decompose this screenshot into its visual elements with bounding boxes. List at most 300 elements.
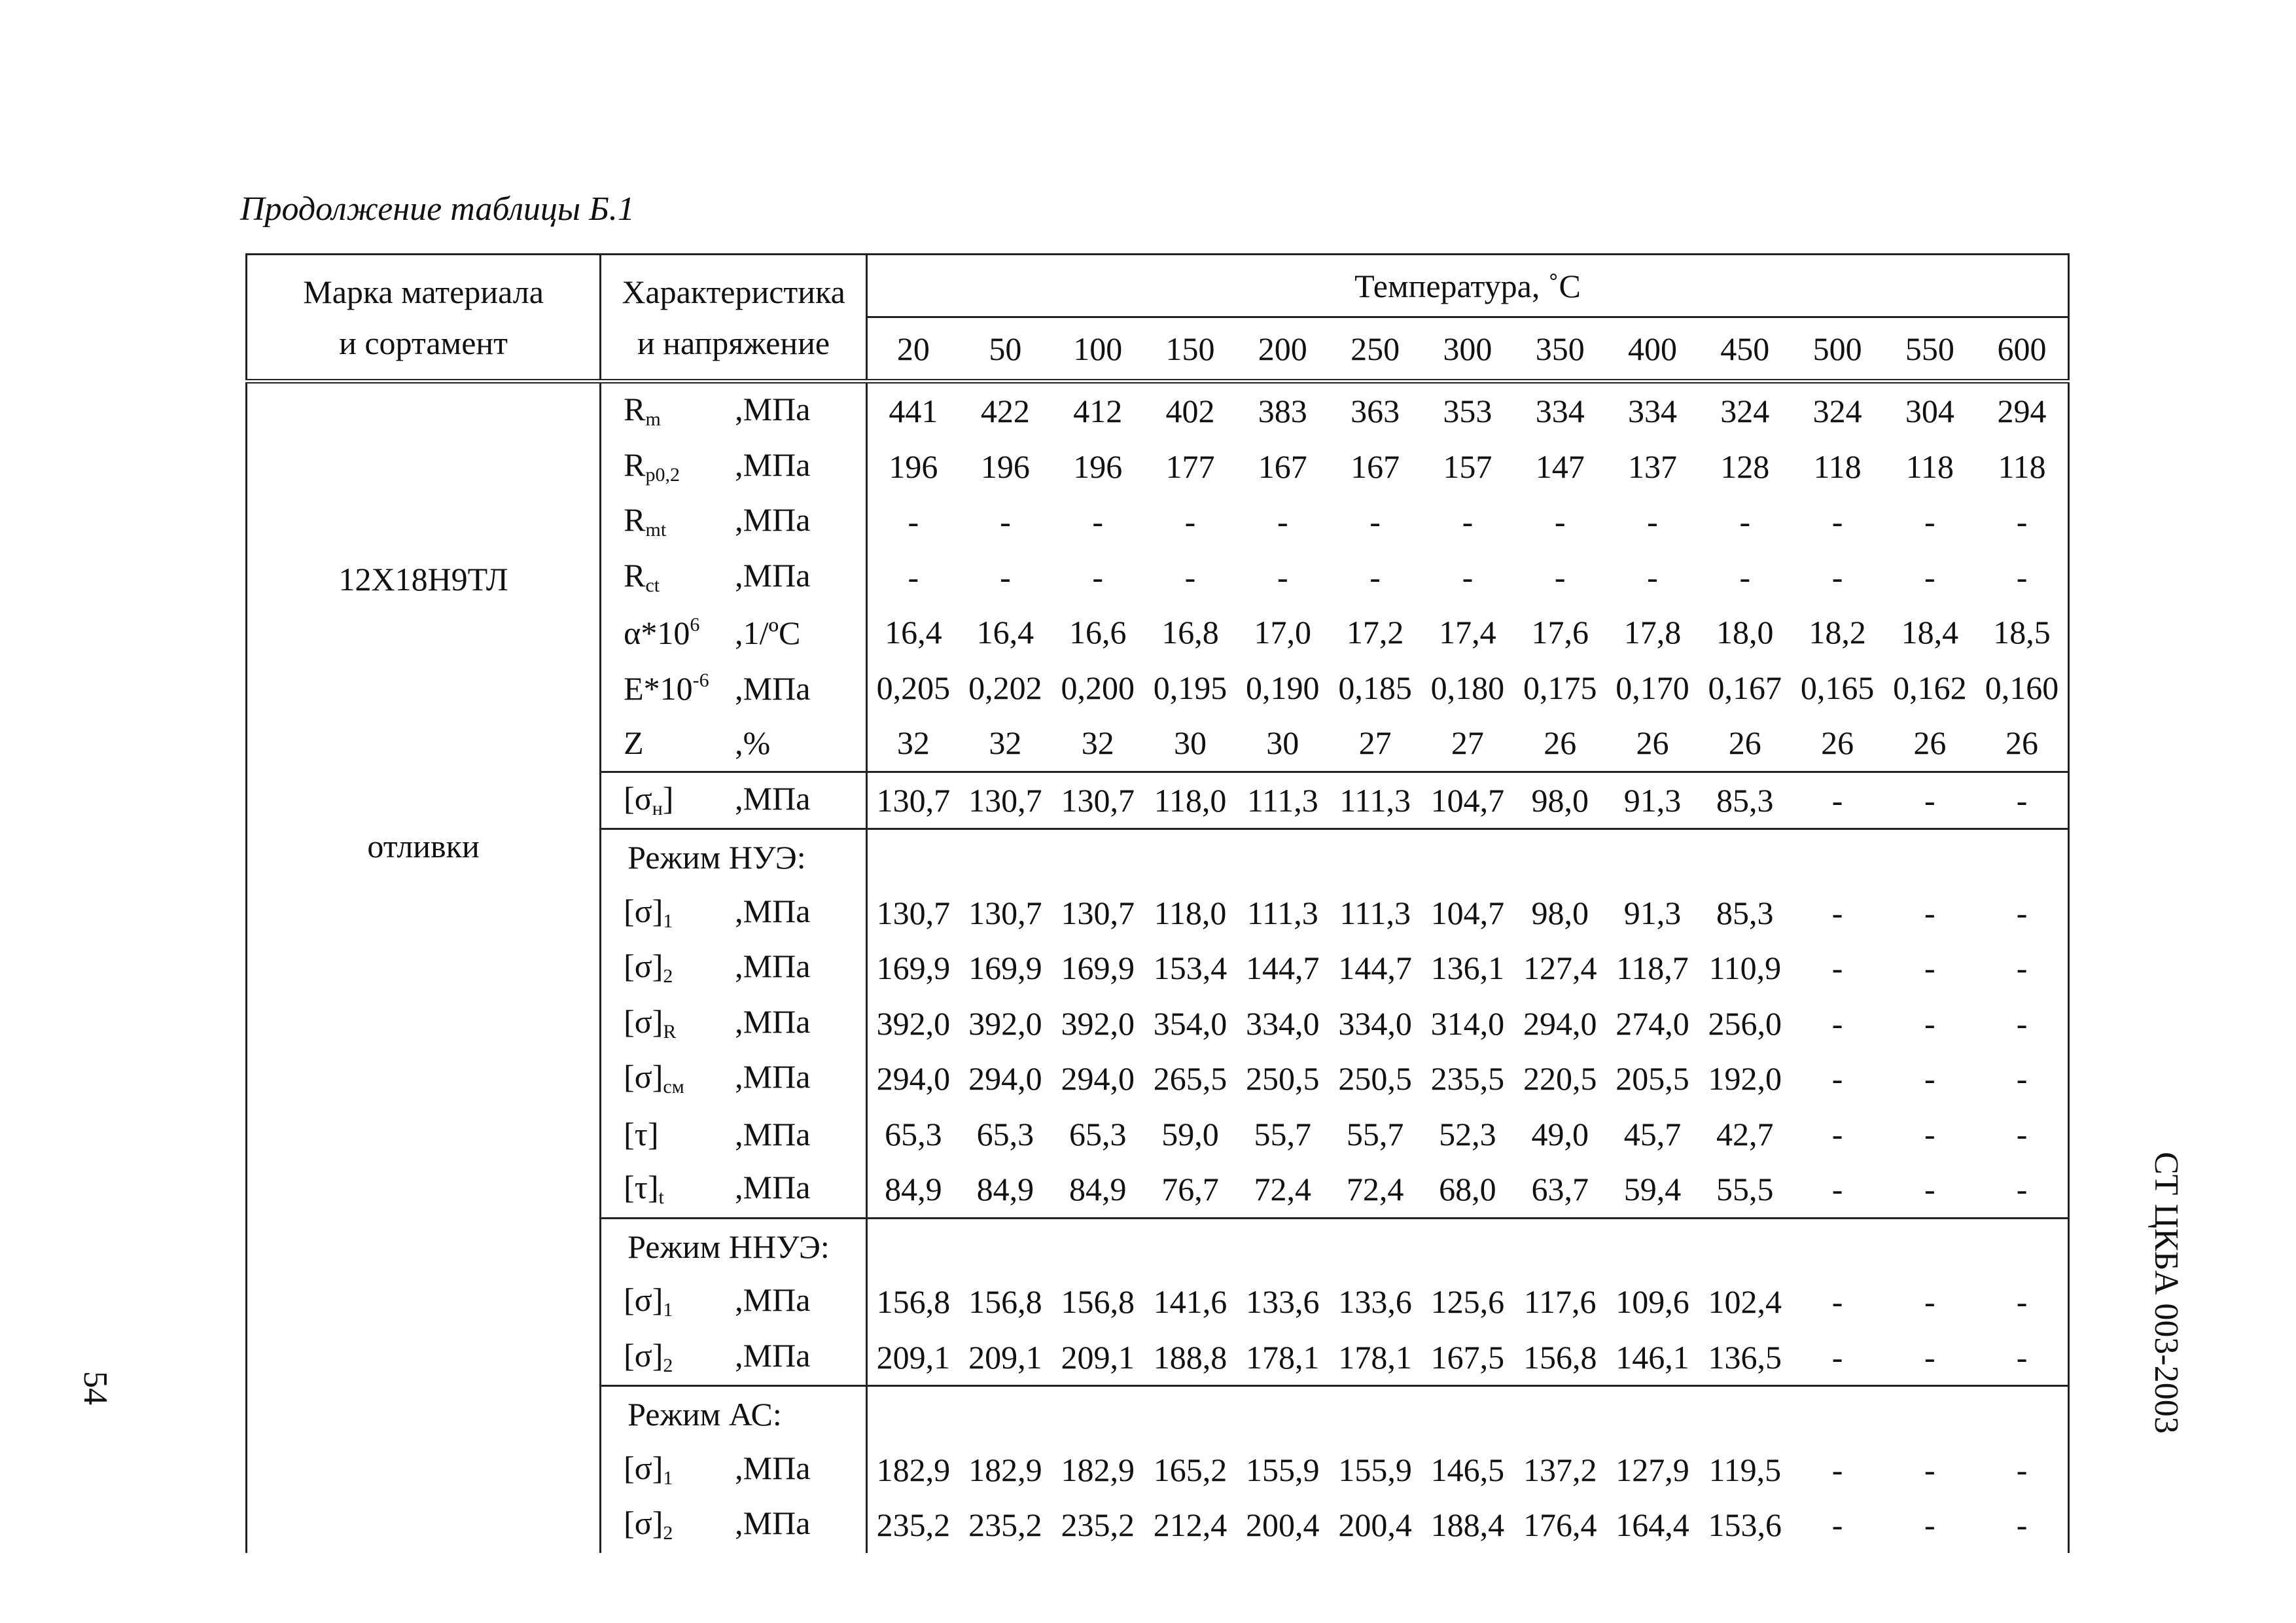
value-cell: 304 [1884, 382, 1976, 439]
value-cell: - [1976, 550, 2068, 605]
value-cell: - [1831, 1451, 1843, 1488]
symbol-base: [σ] [624, 1281, 663, 1319]
empty-cell [1791, 1386, 1883, 1442]
value-cell: 0,170 [1616, 669, 1689, 706]
symbol-subscript: mt [645, 519, 667, 541]
value-cell: 118,7 [1616, 950, 1689, 987]
value-cell: - [1831, 1060, 1843, 1097]
characteristic-symbol [624, 1336, 735, 1376]
value-cell: 0,205 [876, 669, 951, 706]
symbol-close: ] [662, 779, 674, 817]
value-cell: - [1976, 1051, 2068, 1107]
characteristic-symbol [624, 556, 735, 596]
value-cell: - [1831, 1338, 1843, 1376]
empty-cell [959, 1386, 1051, 1442]
characteristic-cell [601, 1107, 867, 1162]
value-cell: 104,7 [1421, 772, 1513, 829]
empty-cell [1884, 1386, 1976, 1442]
value-cell: 235,2 [876, 1507, 951, 1544]
value-cell: 32 [1081, 724, 1114, 762]
symbol-subscript: 1 [663, 910, 673, 932]
characteristic-cell [601, 996, 867, 1052]
temperature-header-cell: 600 [1976, 317, 2068, 382]
value-cell: 111,3 [1339, 894, 1411, 931]
characteristic-unit: ,МПа [735, 1449, 811, 1486]
value-cell: 65,3 [1069, 1115, 1127, 1152]
symbol-subscript: R [663, 1020, 677, 1043]
value-cell: 111,3 [1329, 772, 1421, 829]
symbol-subscript: t [658, 1186, 664, 1209]
value-cell: 196 [980, 448, 1030, 485]
characteristic-symbol [624, 1507, 735, 1543]
value-cell: 144,7 [1338, 950, 1412, 987]
value-cell: - [1976, 494, 2068, 550]
symbol-subscript: см [663, 1076, 684, 1098]
value-cell: - [1831, 1115, 1843, 1152]
value-cell: 26 [1636, 724, 1669, 762]
characteristic-unit: ,МПа [735, 948, 811, 985]
characteristic-cell [601, 885, 867, 941]
value-cell: - [1976, 1274, 2068, 1330]
value-cell: 17,8 [1623, 614, 1682, 651]
value-cell: - [1924, 1338, 1935, 1376]
value-cell: 155,9 [1338, 1451, 1412, 1488]
empty-cell [959, 829, 1051, 885]
value-cell: 182,9 [968, 1451, 1042, 1488]
value-cell: 125,6 [1430, 1283, 1505, 1321]
empty-cell [1144, 1386, 1236, 1442]
value-cell: 209,1 [876, 1338, 951, 1376]
characteristic-cell [601, 1162, 867, 1218]
value-cell: 294,0 [968, 1060, 1042, 1097]
value-cell: - [1924, 1507, 1935, 1544]
value-cell: 72,4 [1346, 1171, 1404, 1208]
symbol-base: [σ] [624, 892, 663, 929]
value-cell: 196 [889, 448, 938, 485]
characteristic-cell [601, 772, 867, 829]
empty-cell [1237, 829, 1329, 885]
value-cell: - [1277, 503, 1288, 541]
characteristic-unit: ,МПа [735, 1169, 811, 1206]
characteristic-unit: ,МПа [735, 1003, 811, 1040]
value-cell: 155,9 [1246, 1451, 1320, 1488]
empty-cell [1976, 1386, 2068, 1442]
value-cell: 324 [1699, 382, 1791, 439]
value-cell: 274,0 [1616, 1005, 1689, 1042]
characteristic-symbol [624, 1060, 735, 1097]
characteristic-unit: ,МПа [735, 779, 811, 817]
value-cell: 209,1 [1061, 1338, 1135, 1376]
empty-cell [1884, 1218, 1976, 1274]
symbol-base: R [624, 501, 646, 539]
characteristic-unit: ,МПа [735, 556, 811, 594]
value-cell: - [1976, 885, 2068, 941]
value-cell: 18,0 [1716, 614, 1774, 651]
characteristic-cell [601, 1442, 867, 1498]
value-cell: 118 [1905, 448, 1954, 485]
value-cell: 192,0 [1708, 1060, 1782, 1097]
value-cell: 127,4 [1523, 950, 1597, 987]
symbol-base: [σ] [624, 1058, 663, 1096]
value-cell: 45,7 [1623, 1115, 1682, 1152]
characteristic-unit: ,МПа [735, 501, 811, 539]
characteristic-cell [601, 1051, 867, 1107]
value-cell: - [1924, 894, 1935, 931]
symbol-base: Z [624, 724, 644, 762]
value-cell: 32 [989, 724, 1022, 762]
symbol-subscript: н [652, 797, 663, 819]
value-cell: 59,4 [1623, 1171, 1682, 1208]
value-cell: - [1924, 1451, 1935, 1488]
temperature-header-cell: 350 [1514, 317, 1606, 382]
characteristic-cell [601, 605, 867, 660]
value-cell: - [1924, 1060, 1935, 1097]
characteristic-cell [601, 494, 867, 550]
value-cell: 294,0 [1523, 1005, 1597, 1042]
value-cell: 118,0 [1144, 772, 1236, 829]
symbol-base: [σ [624, 779, 652, 817]
value-cell: - [1092, 503, 1104, 541]
value-cell: - [1831, 950, 1843, 987]
value-cell: 177 [1165, 448, 1215, 485]
empty-cell [1514, 1386, 1606, 1442]
value-cell: 59,0 [1161, 1115, 1219, 1152]
symbol-subscript: p0,2 [645, 463, 680, 486]
empty-cell [866, 829, 959, 885]
value-cell: 0,195 [1153, 669, 1227, 706]
value-cell: 141,6 [1153, 1283, 1227, 1321]
temperature-header-cell: 100 [1051, 317, 1144, 382]
value-cell: - [1000, 503, 1011, 541]
value-cell: 0,190 [1246, 669, 1320, 706]
characteristic-unit: ,МПа [735, 1115, 811, 1152]
value-cell: - [1976, 1442, 2068, 1498]
value-cell: 26 [1728, 724, 1761, 762]
value-cell: 127,9 [1616, 1451, 1689, 1488]
empty-cell [1699, 829, 1791, 885]
value-cell: 188,4 [1430, 1507, 1505, 1544]
symbol-base: [σ] [624, 1505, 663, 1542]
value-cell: 109,6 [1616, 1283, 1689, 1321]
characteristic-symbol [624, 1115, 735, 1152]
value-cell: 130,7 [959, 772, 1051, 829]
material-cell [247, 382, 601, 1553]
value-cell: 0,185 [1338, 669, 1412, 706]
symbol-subscript: m [645, 408, 661, 431]
value-cell: 147 [1535, 448, 1585, 485]
value-cell: 165,2 [1153, 1451, 1227, 1488]
value-cell: 294,0 [1061, 1060, 1135, 1097]
characteristic-symbol [624, 1283, 735, 1320]
empty-cell [1791, 829, 1883, 885]
symbol-superscript: -6 [692, 669, 709, 691]
value-cell: - [1831, 503, 1843, 541]
value-cell: 84,9 [1069, 1171, 1127, 1208]
value-cell: 18,2 [1809, 614, 1866, 651]
empty-cell [959, 1218, 1051, 1274]
material-grade: 12Х18Н9ТЛ [338, 560, 508, 597]
symbol-base: [τ] [624, 1169, 659, 1206]
value-cell: 250,5 [1338, 1060, 1412, 1097]
value-cell: 441 [866, 382, 959, 439]
value-cell: - [1884, 772, 1976, 829]
value-cell: - [1369, 558, 1381, 596]
value-cell: 26 [1976, 715, 2068, 772]
value-cell: 17,6 [1531, 614, 1589, 651]
symbol-base: R [624, 556, 646, 594]
value-cell: 334 [1514, 382, 1606, 439]
value-cell: - [1791, 772, 1883, 829]
value-cell: 153,6 [1708, 1507, 1782, 1544]
symbol-subscript: 1 [663, 1467, 673, 1489]
header-temperature: Температура, ˚С [866, 255, 2068, 317]
value-cell: 18,4 [1901, 614, 1959, 651]
symbol-subscript: 2 [663, 1354, 673, 1376]
value-cell: 235,2 [968, 1507, 1042, 1544]
value-cell: - [1976, 940, 2068, 996]
value-cell: 16,4 [976, 614, 1034, 651]
value-cell: 42,7 [1716, 1115, 1774, 1152]
value-cell: 130,7 [1051, 772, 1144, 829]
characteristic-cell [601, 940, 867, 996]
value-cell: 84,9 [976, 1171, 1034, 1208]
mode-label: Режим НУЭ: [601, 829, 867, 885]
value-cell: 363 [1329, 382, 1421, 439]
value-cell: 182,9 [876, 1451, 951, 1488]
value-cell: - [1739, 558, 1751, 596]
value-cell: 111,3 [1237, 772, 1329, 829]
value-cell: - [1554, 558, 1566, 596]
value-cell: 220,5 [1523, 1060, 1597, 1097]
value-cell: 0,202 [968, 669, 1042, 706]
value-cell: 76,7 [1161, 1171, 1219, 1208]
characteristic-symbol [624, 503, 735, 540]
temperature-header-cell: 250 [1329, 317, 1421, 382]
value-cell: - [1976, 1162, 2068, 1218]
value-cell: 0,180 [1430, 669, 1505, 706]
value-cell: - [1277, 558, 1288, 596]
symbol-base: [σ] [624, 1336, 663, 1374]
empty-cell [1237, 1386, 1329, 1442]
empty-cell [1606, 1386, 1699, 1442]
empty-cell [866, 1386, 959, 1442]
value-cell: 130,7 [1061, 894, 1135, 931]
header-material-line2: и сортамент [247, 317, 601, 382]
temperature-header-cell: 200 [1237, 317, 1329, 382]
value-cell: 178,1 [1246, 1338, 1320, 1376]
temperature-header-cell: 450 [1699, 317, 1791, 382]
empty-cell [1329, 1386, 1421, 1442]
value-cell: 63,7 [1531, 1171, 1589, 1208]
value-cell: - [1462, 558, 1474, 596]
characteristic-cell [601, 715, 867, 772]
value-cell: - [1092, 558, 1104, 596]
value-cell: 130,7 [876, 894, 951, 931]
table-row [247, 382, 2069, 439]
empty-cell [1329, 829, 1421, 885]
empty-cell [1051, 1386, 1144, 1442]
value-cell: 118 [1976, 439, 2068, 495]
empty-cell [1699, 1386, 1791, 1442]
temperature-header-cell: 300 [1421, 317, 1513, 382]
empty-cell [1421, 829, 1513, 885]
value-cell: 169,9 [876, 950, 951, 987]
value-cell: 209,1 [968, 1338, 1042, 1376]
value-cell: - [1739, 503, 1751, 541]
characteristic-unit: ,МПа [735, 1281, 811, 1319]
characteristic-cell [601, 1330, 867, 1386]
page-number: 54 [77, 1371, 114, 1405]
value-cell: 392,0 [876, 1005, 951, 1042]
value-cell: 27 [1451, 724, 1484, 762]
value-cell: 30 [1174, 724, 1207, 762]
temperature-header-cell: 500 [1791, 317, 1883, 382]
value-cell: 85,3 [1716, 894, 1774, 931]
value-cell: 0,165 [1800, 669, 1875, 706]
value-cell: 137 [1627, 448, 1677, 485]
value-cell: - [1000, 558, 1011, 596]
value-cell: 130,7 [968, 894, 1042, 931]
value-cell: - [908, 558, 919, 596]
empty-cell [866, 1218, 959, 1274]
empty-cell [1237, 1218, 1329, 1274]
characteristic-symbol [624, 614, 735, 652]
value-cell: 294 [1976, 382, 2068, 439]
value-cell: 0,160 [1976, 660, 2068, 716]
value-cell: - [1831, 1283, 1843, 1321]
value-cell: 102,4 [1708, 1283, 1782, 1321]
value-cell: 392,0 [1061, 1005, 1135, 1042]
value-cell: 256,0 [1708, 1005, 1782, 1042]
value-cell: 18,5 [1976, 605, 2068, 660]
value-cell: 130,7 [866, 772, 959, 829]
characteristic-symbol [624, 1171, 735, 1207]
empty-cell [1051, 829, 1144, 885]
symbol-subscript: 1 [663, 1299, 673, 1321]
value-cell: 412 [1051, 382, 1144, 439]
temperature-header-cell: 400 [1606, 317, 1699, 382]
symbol-base: R [624, 446, 646, 483]
characteristic-cell [601, 1274, 867, 1330]
value-cell: 0,167 [1708, 669, 1782, 706]
value-cell: 85,3 [1699, 772, 1791, 829]
empty-cell [1144, 829, 1236, 885]
value-cell: 91,3 [1623, 894, 1682, 931]
value-cell: 169,9 [968, 950, 1042, 987]
value-cell: - [908, 503, 919, 541]
value-cell: 200,4 [1246, 1507, 1320, 1544]
value-cell: 49,0 [1531, 1115, 1589, 1152]
value-cell: 55,5 [1716, 1171, 1774, 1208]
value-cell: 16,6 [1069, 614, 1127, 651]
value-cell: - [1184, 558, 1196, 596]
header-row [247, 317, 2069, 382]
characteristic-unit: ,МПа [735, 892, 811, 929]
empty-cell [1791, 1218, 1883, 1274]
empty-cell [1884, 829, 1976, 885]
header-row [247, 255, 2069, 317]
temperature-header-cell: 50 [959, 317, 1051, 382]
value-cell: 314,0 [1430, 1005, 1505, 1042]
value-cell: 383 [1237, 382, 1329, 439]
value-cell: 205,5 [1616, 1060, 1689, 1097]
value-cell: 200,4 [1338, 1507, 1412, 1544]
value-cell: 164,4 [1616, 1507, 1689, 1544]
value-cell: - [1924, 1283, 1935, 1321]
value-cell: 0,162 [1893, 669, 1967, 706]
value-cell: - [1831, 1171, 1843, 1208]
mode-label: Режим ННУЭ: [601, 1218, 867, 1274]
characteristic-unit: ,МПа [735, 391, 811, 428]
characteristic-cell [601, 660, 867, 716]
symbol-base: [σ] [624, 1449, 663, 1486]
characteristic-symbol [624, 724, 735, 762]
symbol-subscript: ct [645, 574, 660, 596]
value-cell: 354,0 [1153, 1005, 1227, 1042]
value-cell: 55,7 [1346, 1115, 1404, 1152]
value-cell: 235,2 [1061, 1507, 1135, 1544]
value-cell: - [1831, 894, 1843, 931]
characteristic-symbol [624, 1005, 735, 1042]
characteristic-symbol [624, 892, 735, 932]
symbol-base: [σ] [624, 1003, 663, 1040]
value-cell: 26 [1821, 724, 1854, 762]
symbol-superscript: 6 [690, 614, 700, 636]
characteristic-cell [601, 1497, 867, 1553]
characteristic-cell [601, 439, 867, 495]
value-cell: 146,1 [1616, 1338, 1689, 1376]
header-characteristic-line1: Характеристика [601, 255, 867, 317]
value-cell: 0,200 [1061, 669, 1135, 706]
value-cell: - [1462, 503, 1474, 541]
value-cell: 26 [1544, 724, 1577, 762]
empty-cell [1421, 1218, 1513, 1274]
characteristic-cell [601, 382, 867, 439]
value-cell: 334,0 [1338, 1005, 1412, 1042]
characteristic-unit: ,МПа [735, 1058, 811, 1096]
value-cell: 55,7 [1254, 1115, 1312, 1152]
value-cell: 104,7 [1430, 894, 1505, 931]
value-cell: 178,1 [1338, 1338, 1412, 1376]
symbol-subscript: 2 [663, 1522, 673, 1544]
empty-cell [1606, 1218, 1699, 1274]
value-cell: 157 [1443, 448, 1492, 485]
value-cell: 334,0 [1246, 1005, 1320, 1042]
value-cell: 182,9 [1061, 1451, 1135, 1488]
value-cell: 17,2 [1346, 614, 1404, 651]
characteristic-unit: ,% [735, 724, 771, 762]
empty-cell [1976, 829, 2068, 885]
value-cell: 65,3 [976, 1115, 1034, 1152]
value-cell: 111,3 [1246, 894, 1318, 931]
symbol-base: [τ] [624, 1115, 659, 1152]
value-cell: - [1924, 1171, 1935, 1208]
value-cell: 137,2 [1523, 1451, 1597, 1488]
value-cell: 422 [959, 382, 1051, 439]
value-cell: 176,4 [1523, 1507, 1597, 1544]
value-cell: 146,5 [1430, 1451, 1505, 1488]
value-cell: - [1924, 950, 1935, 987]
value-cell: 118 [1813, 448, 1862, 485]
value-cell: 156,8 [1523, 1338, 1597, 1376]
value-cell: - [1924, 558, 1935, 596]
characteristic-unit: ,МПа [735, 446, 811, 483]
header-material-line1: Марка материала [247, 255, 601, 317]
empty-cell [1976, 1218, 2068, 1274]
value-cell: 26 [1913, 724, 1947, 762]
value-cell: - [1647, 503, 1658, 541]
empty-cell [1606, 829, 1699, 885]
